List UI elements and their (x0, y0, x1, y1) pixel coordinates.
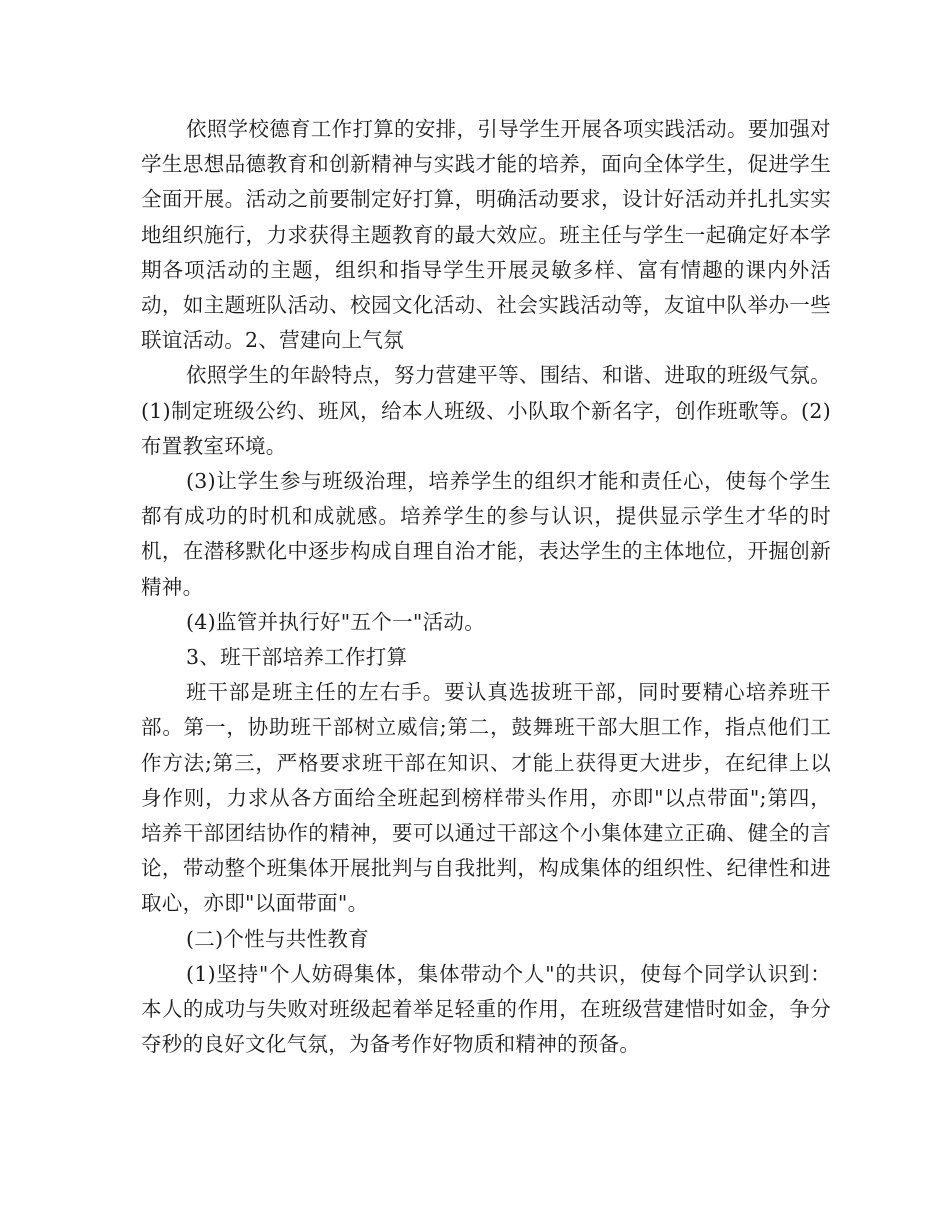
paragraph-practice-activities: 依照学校德育工作打算的安排，引导学生开展各项实践活动。要加强对学生思想品德教育和创新精神与实践才能的培养，面向全体学生，促进学生全面开展。活动之前要制定好打算，明确活动要求，设计好活动并扎扎实实地组织施行，力求获得主题教育的最大效应。班主任与学生一起确定好本学期各项活动的主题，组织和指导学生开展灵敏多样、富有情趣的课内外活动，如主题班队活动、校园文化活动、社会实践活动等，友谊中队举办一些联谊活动。2、营建向上气氛 (141, 117, 831, 353)
paragraph-student-participation: (3)让学生参与班级治理，培养学生的组织才能和责任心，使每个学生都有成功的时机和成就感。培养学生的参与认识，提供显示学生才华的时机，在潜移默化中逐步构成自理自治才能，表达学生的主体地位，开掘创新精神。 (141, 469, 831, 599)
paragraph-class-atmosphere: 依照学生的年龄特点，努力营建平等、围结、和谐、进取的班级气氛。(1)制定班级公约、班风，给本人班级、小队取个新名字，创作班歌等。(2)布置教室环境。 (141, 363, 831, 458)
paragraph-five-ones: (4)监管并执行好"五个一"活动。 (186, 609, 485, 634)
section-heading-cadre-training: 3、班干部培养工作打算 (186, 645, 408, 670)
section-heading-individuality: (二)个性与共性教育 (186, 926, 369, 951)
paragraph-class-cadres: 班干部是班主任的左右手。要认真选拔班干部，同时要精心培养班干部。第一，协助班干部树立威信;第二，鼓舞班干部大胆工作，指点他们工作方法;第三，严格要求班干部在知识、才能上获得更大进步，在纪律上以身作则，力求从各方面给全班起到榜样带头作用，亦即"以点带面";第四，培养干部团结协作的精神，要可以通过干部这个小集体建立正确、健全的言论，带动整个班集体开展批判与自我批判，构成集体的组织性、纪律性和进取心，亦即"以面带面"。 (141, 680, 831, 916)
document-body (141, 112, 831, 1062)
paragraph-individual-collective: (1)坚持"个人妨碍集体，集体带动个人"的共识，使每个同学认识到：本人的成功与失败对班级起着举足轻重的作用，在班级营建惜时如金，争分夺秒的良好文化气氛，为备考作好物质和精神的预备。 (141, 961, 831, 1057)
